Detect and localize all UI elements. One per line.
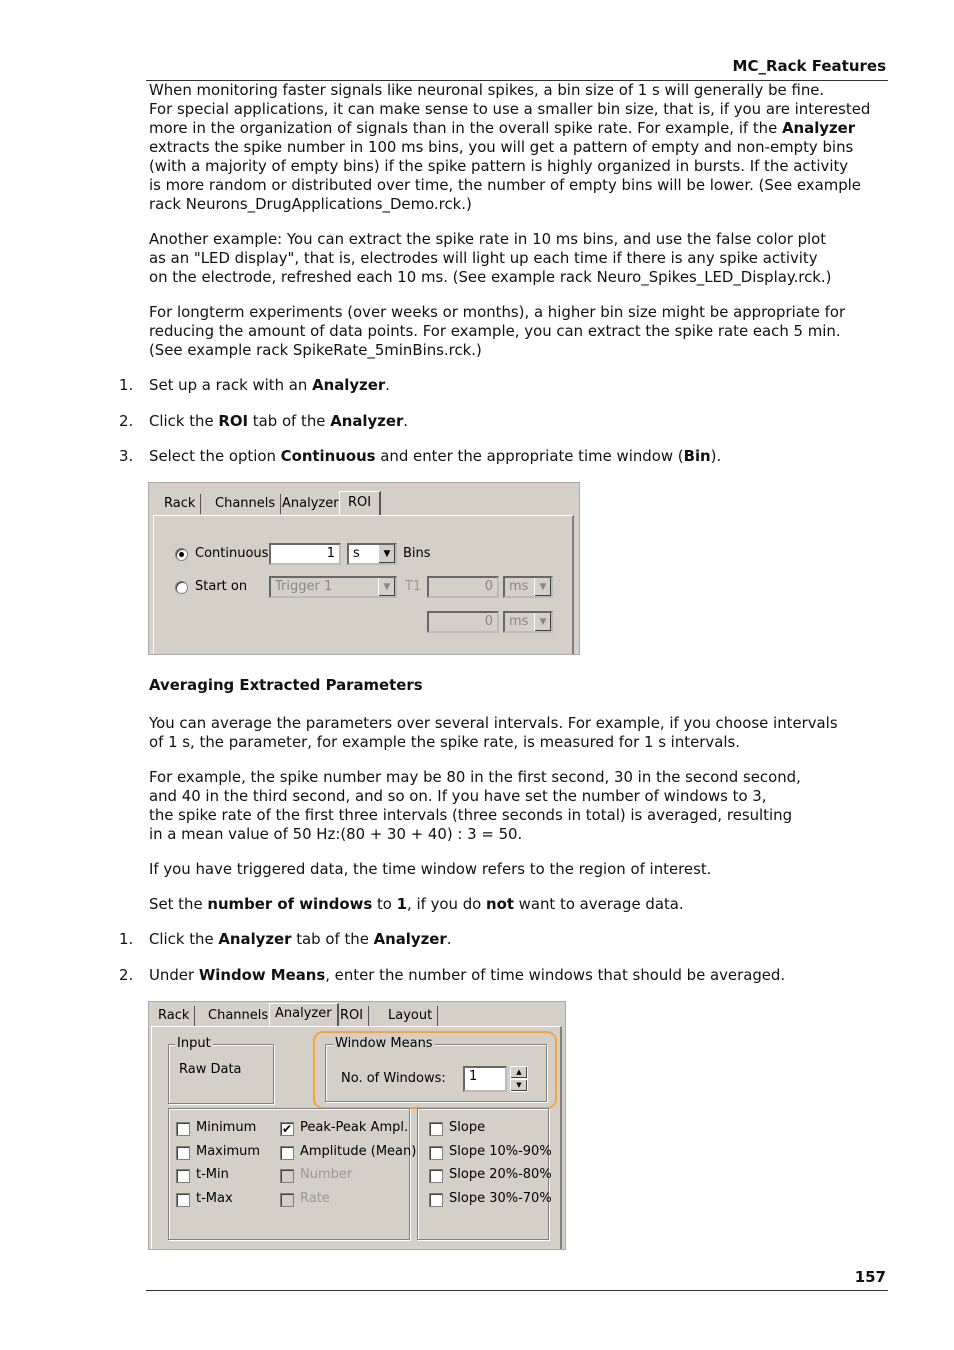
continuous-radio[interactable]: [175, 548, 188, 561]
number-checkbox[interactable]: [280, 1169, 294, 1183]
intro-line-3: more in the organization of signals than in the overall spike rate. For example, if the Analyzer: [149, 119, 856, 137]
para3-line-3: (See example rack SpikeRate_5minBins.rck.): [149, 341, 482, 359]
step-text: Click the Analyzer tab of the Analyzer.: [149, 930, 452, 948]
spin-up-icon[interactable]: ▲: [510, 1066, 528, 1079]
step-text: Click the ROI tab of the Analyzer.: [149, 412, 409, 430]
step-number: 1.: [119, 930, 134, 948]
s2-p2-line-2: and 40 in the third second, and so on. If you have set the number of windows to 3,: [149, 787, 767, 805]
t2-unit-select[interactable]: ms ▼: [503, 611, 553, 633]
analyzer-dialog: [148, 1001, 566, 1250]
step-number: 2.: [119, 966, 134, 984]
step-text: Under Window Means, enter the number of time windows that should be averaged.: [149, 966, 786, 984]
s2-p1-line-2: of 1 s, the parameter, for example the spike rate, is measured for 1 s intervals.: [149, 733, 740, 751]
t1-unit-select[interactable]: ms ▼: [503, 576, 553, 598]
start-on-radio[interactable]: [175, 581, 188, 594]
chevron-down-icon[interactable]: ▼: [534, 578, 551, 596]
page-number: 157: [854, 1268, 886, 1286]
footer-rule: [146, 1290, 888, 1291]
slope-30-70-checkbox[interactable]: [429, 1193, 443, 1207]
tab-channels[interactable]: Channels: [210, 494, 281, 514]
t1-label: T1: [405, 579, 422, 594]
input-value: Raw Data: [179, 1062, 242, 1077]
t-min-label: t-Min: [196, 1167, 229, 1182]
slope-20-80-checkbox[interactable]: [429, 1169, 443, 1183]
intro-line-4: extracts the spike number in 100 ms bins, you will get a pattern of empty and non-empty bins: [149, 138, 854, 156]
slope-30-70-label: Slope 30%-70%: [449, 1191, 552, 1206]
bin-unit-select[interactable]: s ▼: [347, 543, 397, 565]
roi-dialog: [148, 482, 580, 655]
para2-line-3: on the electrode, refreshed each 10 ms. (See example rack Neuro_Spikes_LED_Display.rck.): [149, 268, 832, 286]
para3-line-2: reducing the amount of data points. For example, you can extract the spike rate each 5 min.: [149, 322, 841, 340]
amplitude-mean-checkbox[interactable]: [280, 1146, 294, 1160]
tab-analyzer[interactable]: Analyzer: [277, 494, 345, 514]
no-windows-label: No. of Windows:: [341, 1071, 446, 1086]
trigger-select[interactable]: Trigger 1 ▼: [269, 576, 397, 598]
minimum-checkbox[interactable]: [176, 1122, 190, 1136]
peak-peak-label: Peak-Peak Ampl.: [300, 1120, 409, 1135]
running-header: MC_Rack Features: [732, 57, 886, 75]
t-max-checkbox[interactable]: [176, 1193, 190, 1207]
section-heading: Averaging Extracted Parameters: [149, 676, 423, 694]
intro-line-6: is more random or distributed over time, the number of empty bins will be lower. (See example: [149, 176, 861, 194]
peak-peak-checkbox[interactable]: ✔: [281, 1122, 293, 1136]
intro-line-5: (with a majority of empty bins) if the spike pattern is highly organized in bursts. If the activity: [149, 157, 849, 175]
s2-p2-line-4: in a mean value of 50 Hz:(80 + 30 + 40) : 3 = 50.: [149, 825, 523, 843]
slope-10-90-checkbox[interactable]: [429, 1146, 443, 1160]
bins-label: Bins: [403, 546, 431, 561]
chevron-down-icon[interactable]: ▼: [378, 545, 395, 563]
s2-p2-line-1: For example, the spike number may be 80 in the first second, 30 in the second second,: [149, 768, 801, 786]
t1-input[interactable]: 0: [427, 576, 499, 598]
step-number: 2.: [119, 412, 134, 430]
slope-20-80-label: Slope 20%-80%: [449, 1167, 552, 1182]
para2-line-2: as an "LED display", that is, electrodes will light up each time if there is any spike activity: [149, 249, 818, 267]
tab-roi[interactable]: ROI: [335, 1006, 369, 1026]
step-text: Set up a rack with an Analyzer.: [149, 376, 390, 394]
tab-roi[interactable]: ROI: [339, 491, 381, 516]
t2-input[interactable]: 0: [427, 611, 499, 633]
spin-down-icon[interactable]: ▼: [510, 1079, 528, 1092]
step-number: 3.: [119, 447, 134, 465]
para3-line-1: For longterm experiments (over weeks or months), a higher bin size might be appropriate for: [149, 303, 846, 321]
input-group-title: Input: [177, 1036, 211, 1051]
para2-line-1: Another example: You can extract the spike rate in 10 ms bins, and use the false color plot: [149, 230, 827, 248]
maximum-label: Maximum: [196, 1144, 261, 1159]
window-means-title: Window Means: [335, 1036, 433, 1051]
step-text: Select the option Continuous and enter the appropriate time window (Bin).: [149, 447, 722, 465]
slope-10-90-label: Slope 10%-90%: [449, 1144, 552, 1159]
amplitude-mean-label: Amplitude (Mean): [300, 1144, 417, 1159]
chevron-down-icon[interactable]: ▼: [378, 578, 395, 596]
minimum-label: Minimum: [196, 1120, 257, 1135]
intro-line-7: rack Neurons_DrugApplications_Demo.rck.): [149, 195, 472, 213]
step-number: 1.: [119, 376, 134, 394]
slope-label: Slope: [449, 1120, 486, 1135]
slope-checkbox[interactable]: [429, 1122, 443, 1136]
t-max-label: t-Max: [196, 1191, 233, 1206]
tab-rack[interactable]: Rack: [153, 1006, 195, 1026]
s2-p3: If you have triggered data, the time window refers to the region of interest.: [149, 860, 712, 878]
tab-channels[interactable]: Channels: [203, 1006, 274, 1026]
t-min-checkbox[interactable]: [176, 1169, 190, 1183]
s2-p2-line-3: the spike rate of the first three intervals (three seconds in total) is averaged, resulting: [149, 806, 793, 824]
rate-label: Rate: [300, 1191, 330, 1206]
rate-checkbox[interactable]: [280, 1193, 294, 1207]
chevron-down-icon[interactable]: ▼: [534, 613, 551, 631]
tab-analyzer[interactable]: Analyzer: [269, 1003, 339, 1026]
tab-rack[interactable]: Rack: [159, 494, 201, 514]
start-on-label: Start on: [195, 579, 248, 594]
intro-line-2: For special applications, it can make sense to use a smaller bin size, that is, if you are interested: [149, 100, 871, 118]
bin-size-input[interactable]: 1: [269, 543, 341, 565]
s2-p1-line-1: You can average the parameters over several intervals. For example, if you choose intervals: [149, 714, 838, 732]
window-means-highlight: [313, 1031, 557, 1109]
tab-layout[interactable]: Layout: [383, 1006, 438, 1026]
maximum-checkbox[interactable]: [176, 1146, 190, 1160]
no-windows-input[interactable]: 1: [463, 1066, 507, 1092]
intro-line-1: When monitoring faster signals like neuronal spikes, a bin size of 1 s will generally be fine.: [149, 81, 825, 99]
s2-p4: Set the number of windows to 1, if you do not want to average data.: [149, 895, 684, 913]
number-label: Number: [300, 1167, 353, 1182]
continuous-label: Continuous: [195, 546, 269, 561]
